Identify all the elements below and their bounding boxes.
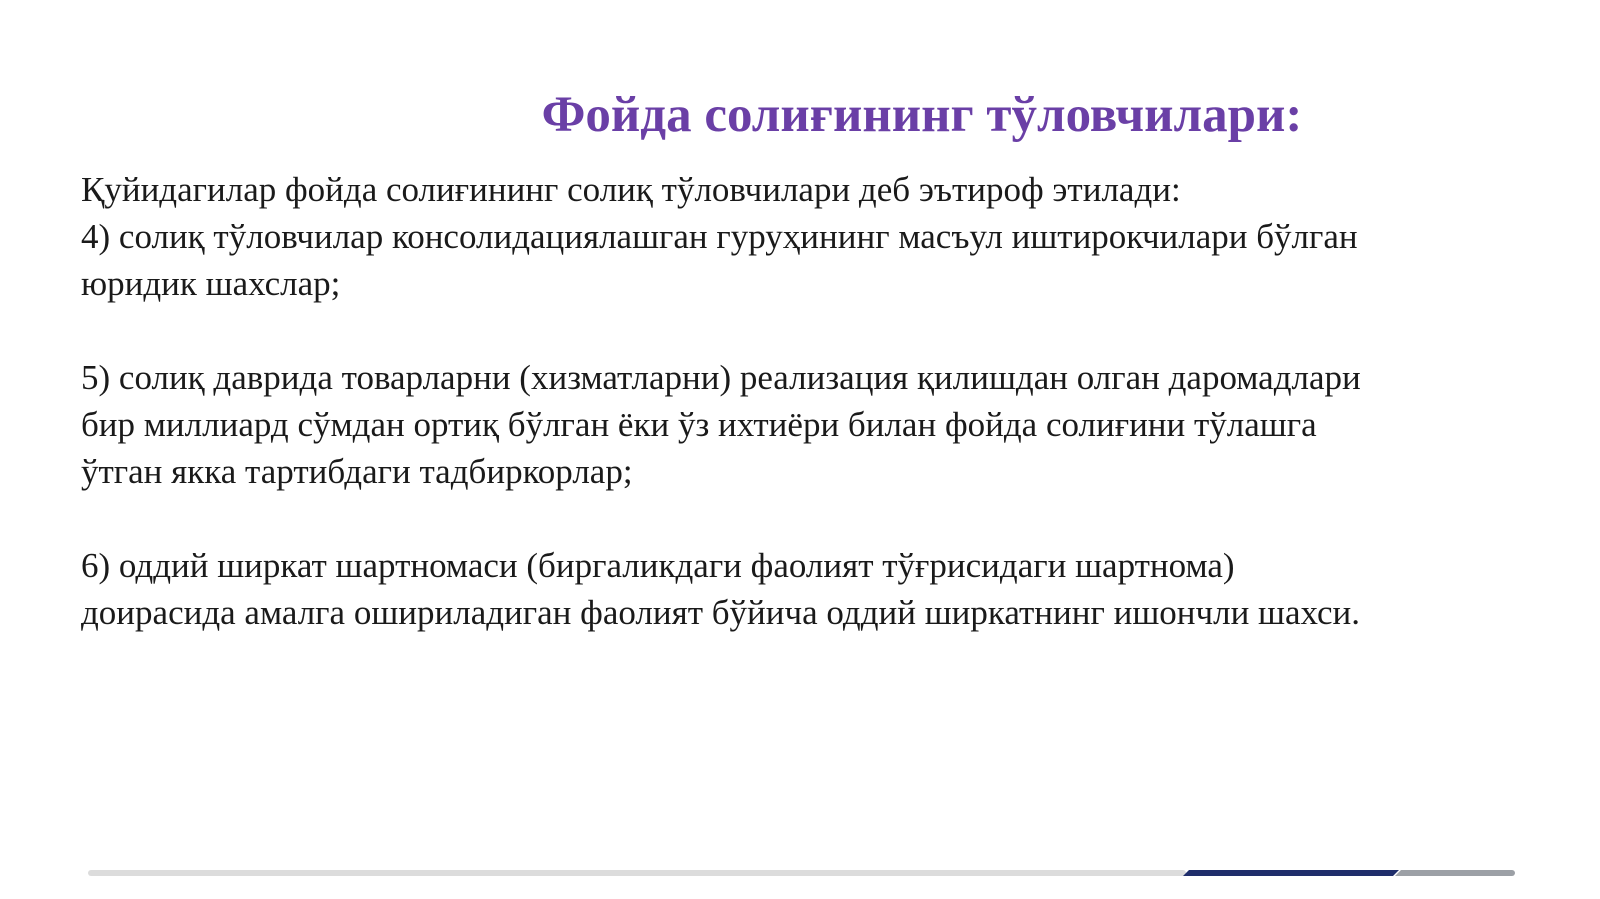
paragraph-spacer (81, 307, 1561, 354)
paragraph-spacer (81, 495, 1561, 542)
slide-title: Фойда солиғининг тўловчилари: (541, 87, 1303, 143)
footer-divider-dark (1395, 870, 1515, 876)
footer-divider-light (88, 870, 1186, 876)
slide-body (81, 166, 1561, 636)
item-4-line-1: 4) солиқ тўловчилар консолидациялашган гуруҳининг масъул иштирокчилари бўлган (81, 217, 1358, 256)
item-6-line-2: доирасида амалга ошириладиган фаолият бўйича оддий ширкатнинг ишончли шахси. (81, 593, 1361, 632)
item-5-line-2: бир миллиард сўмдан ортиқ бўлган ёки ўз ихтиёри билан фойда солиғини тўлашга (81, 405, 1317, 444)
item-4-line-2: юридик шахслар; (81, 264, 341, 303)
item-5-line-3: ўтган якка тартибдаги тадбиркорлар; (81, 452, 633, 491)
footer-divider-accent (1183, 870, 1399, 876)
item-5-line-1: 5) солиқ даврида товарларни (хизматларни) реализация қилишдан олган даромадлари (81, 358, 1361, 397)
intro-text: Қуйидагилар фойда солиғининг солиқ тўловчилари деб эътироф этилади: (81, 170, 1181, 209)
item-6-line-1: 6) оддий ширкат шартномаси (биргаликдаги фаолият тўғрисидаги шартнома) (81, 546, 1235, 585)
